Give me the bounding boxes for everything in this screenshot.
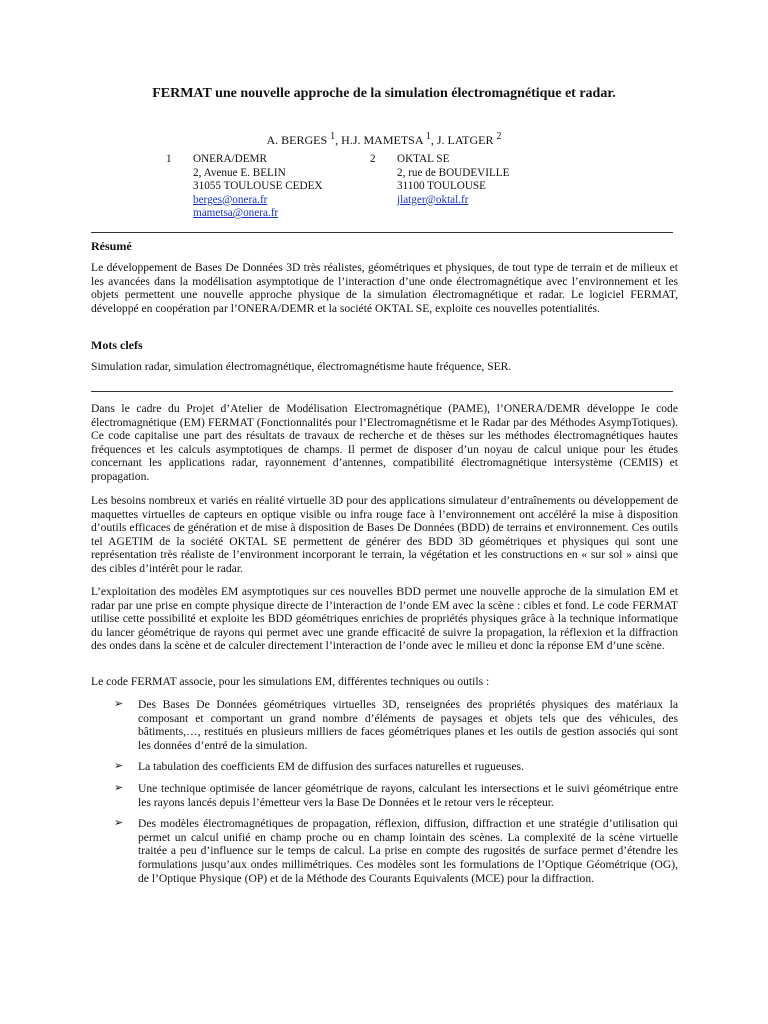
paper-title: FERMAT une nouvelle approche de la simulation électromagnétique et radar.	[152, 86, 616, 101]
bullet-text: Des Bases De Données géométriques virtuelles 3D, renseignées des propriétés physiques des matériaux la composant et comportant un grand nombre d’éléments de paysages et objets tels que des véhicules, des bâtiments,…, restitués en plusieurs milliers de faces géométriques planes et les outils de gestion associés qui sont les données d’entré de la simulation.	[138, 698, 678, 752]
author-mametsa: , H.J. MAMETSA	[335, 133, 423, 147]
divider-top	[91, 232, 673, 233]
body-paragraph-1: Dans le cadre du Projet d’Atelier de Modélisation Electromagnétique (PAME), l’ONERA/DEMR développe le code électromagnétique (EM) FERMAT (Fonctionnalités pour l’Electromagnétisme et le Radar par des Méthodes AsympTotiques). Ce code capitalise une part des résultats de travaux de recherche et de thèses sur les méthodes électromagnétiques hautes fréquences et les calculs asymptotiques de champs. Il permet de disposer d’un noyau de calcul unique pour les études concernant les applications radar, rayonnement d’antennes, compatibilité électromagnétique intersystème (CEMIS) et propagation.	[91, 402, 678, 483]
resume-heading: Résumé	[91, 239, 132, 253]
bullet-text: Une technique optimisée de lancer géométrique de rayons, calculant les intersections et le suivi géométrique entre les rayons lancés depuis l’émetteur vers la Base De Données et le retour vers le récepteur.	[138, 781, 678, 809]
bullet-list	[114, 698, 678, 893]
author-line	[0, 131, 768, 148]
bullet-text: La tabulation des coefficients EM de diffusion des surfaces naturelles et rugueuses.	[138, 760, 524, 774]
body-paragraph-3: L’exploitation des modèles EM asymptotiques sur ces nouvelles BDD permet une nouvelle approche de la simulation EM et radar par une prise en compte physique directe de l’interaction de l’onde EM avec la scène : cibles et fond. Le code FERMAT utilise cette possibilité et exploite les BDD géométriques enrichies de propriétés physiques grâce à la technique informatique du lancer géométrique de rayons qui permet avec une grande efficacité de suivre la propagation, la réflexion et la diffraction des ondes dans la scène et de calculer directement l’interaction de l’onde avec le milieu et donc la réponse EM d’une scène.	[91, 585, 678, 653]
author-latger-affiliation: 2	[496, 131, 502, 142]
affiliation-number: 2	[370, 153, 376, 165]
email-link-latger[interactable]: jlatger@oktal.fr	[397, 193, 469, 206]
affiliation-line: 31100 TOULOUSE	[397, 180, 486, 192]
keywords-heading: Mots clefs	[91, 338, 143, 352]
email-link-berges[interactable]: berges@onera.fr	[193, 193, 268, 206]
affiliation-line: OKTAL SE	[397, 153, 450, 165]
bullet-item	[114, 760, 678, 774]
arrow-bullet-icon: ➢	[114, 781, 124, 794]
bullet-item	[114, 698, 678, 752]
affiliation-line: 2, rue de BOUDEVILLE	[397, 166, 510, 179]
arrow-bullet-icon: ➢	[114, 760, 124, 773]
body-paragraph-2: Les besoins nombreux et variés en réalité virtuelle 3D pour des applications simulateur d’entraînements ou développement de maquettes virtuelles de capteurs en optique visible ou infra rouge face à l’environnement ont accéléré la mise à disposition d’outils efficaces de génération et de mise à disposition de Bases De Données (BDD) de terrains et environnement. Ces outils tel AGETIM de la société OKTAL SE permettent de générer des BDD 3D géométriques et physiques qui sont une représentation très réaliste de l’environment incorporant le terrain, la végétation et les constructions en « sur sol » ainsi que des cibles d’intérêt pour le radar.	[91, 494, 678, 575]
author-mametsa-affiliation: 1	[425, 131, 431, 142]
divider-bottom	[91, 391, 673, 392]
email-link-mametsa[interactable]: mametsa@onera.fr	[193, 207, 279, 219]
affiliation-line: ONERA/DEMR	[193, 153, 267, 165]
arrow-bullet-icon: ➢	[114, 698, 124, 710]
affiliation-number: 1	[166, 153, 172, 165]
author-berges: A. BERGES	[266, 133, 328, 147]
resume-paragraph: Le développement de Bases De Données 3D très réalistes, géométriques et physiques, de tout type de terrain et de milieux et les avancées dans la modélisation asymptotique de l’interaction d’une onde électromagnétique avec l’environnement et les objets permettent une nouvelle approche physique de la simulation électromagnétique et radar. Le logiciel FERMAT, développé en coopération par l’ONERA/DEMR et la société OKTAL SE, exploite ces nouvelles potentialités.	[91, 261, 678, 315]
bullet-item	[114, 817, 678, 885]
bullet-item	[114, 782, 678, 809]
affiliation-line: 31055 TOULOUSE CEDEX	[193, 180, 323, 192]
body-paragraph-4: Le code FERMAT associe, pour les simulations EM, différentes techniques ou outils :	[91, 675, 490, 688]
bullet-text: Des modèles électromagnétiques de propagation, réflexion, diffusion, diffraction et une stratégie d’utilisation qui permet un calcul unifié en champ proche ou en champ lointain des scènes. La complexité de la scène virtuelle traitée a peu d’influence sur le temps de calcul. La prise en compte des rugosités de surface permet d’étendre les formulations jusqu’aux ondes millimétriques. Ces modèles sont les formulations de l’Optique Géométrique (OG), de l’Optique Physique (OP) et de la Méthode des Courants Equivalents (MCE) pour la diffraction.	[138, 817, 678, 885]
author-berges-affiliation: 1	[330, 131, 336, 142]
affiliation-line: 2, Avenue E. BELIN	[193, 166, 286, 179]
author-latger: , J. LATGER	[430, 133, 494, 147]
keywords-paragraph: Simulation radar, simulation électromagnétique, électromagnétisme haute fréquence, SER.	[91, 360, 512, 373]
arrow-bullet-icon: ➢	[114, 817, 124, 830]
